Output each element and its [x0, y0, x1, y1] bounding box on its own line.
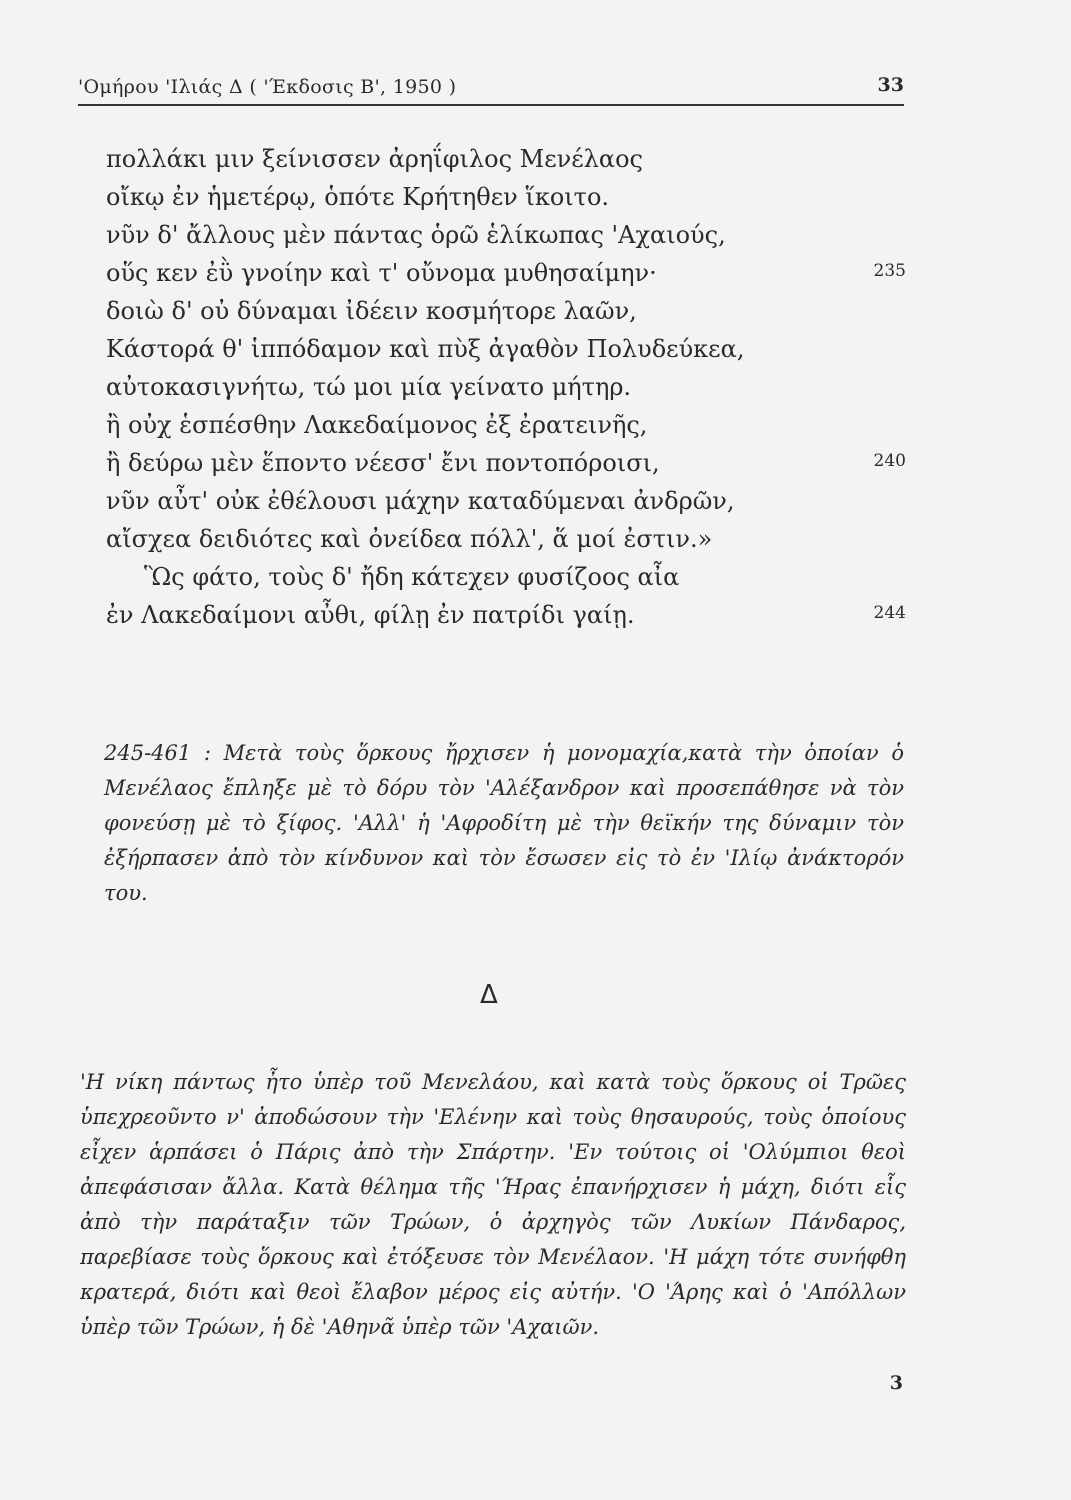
verse-text: Ὣς φάτο, τοὺς δ' ἤδη κάτεχεν φυσίζοος αἶα	[144, 563, 680, 591]
verse-line	[106, 254, 906, 292]
verse-text: δοιὼ δ' οὐ δύναμαι ἰδέειν κοσμήτορε λαῶν,	[106, 297, 637, 325]
verse-text: Κάστορά θ' ἱππόδαμον καὶ πὺξ ἀγαθὸν Πολυδεύκεα,	[106, 335, 745, 363]
verse-text: οὕς κεν ἐῢ γνοίην καὶ τ' οὔνομα μυθησαίμην·	[106, 259, 657, 287]
verse-text: πολλάκι μιν ξείνισσεν ἀρηΐφιλος Μενέλαος	[106, 145, 643, 173]
verse-number: 235	[873, 261, 906, 281]
running-header	[78, 74, 904, 104]
verse-text: ἐν Λακεδαίμονι αὖθι, φίλῃ ἐν πατρίδι γαίῃ.	[106, 601, 635, 629]
verse-text: νῦν αὖτ' οὐκ ἐθέλουσι μάχην καταδύμεναι ἀνδρῶν,	[106, 487, 735, 515]
header-title: 'Ομήρου 'Ιλιάς Δ ( 'Έκδοσις Β', 1950 )	[78, 76, 457, 98]
verse-number: 244	[873, 603, 906, 623]
verse-text: νῦν δ' ἄλλους μὲν πάντας ὁρῶ ἑλίκωπας 'Αχαιούς,	[106, 221, 726, 249]
verse-number: 240	[873, 451, 906, 471]
commentary-paragraph: 'Η νίκη πάντως ἦτο ὑπὲρ τοῦ Μενελάου, καὶ κατὰ τοὺς ὅρκους οἱ Τρῶες ὑπεχρεοῦντο ν' ἀποδώσουν τὴν 'Ελένην καὶ τοὺς θησαυρούς, τοὺς ὁποίους εἶχεν ἁρπάσει ὁ Πάρις ἀπὸ τὴν Σπάρτην. 'Εν τούτοις οἱ 'Ολύμπιοι θεοὶ ἀπεφάσισαν ἄλλα. Κατὰ θέλημα τῆς 'Ήρας ἐπανήρχισεν ἡ μάχη, διότι εἷς ἀπὸ τὴν παράταξιν τῶν Τρώων, ὁ ἀρχηγὸς τῶν Λυκίων Πάνδαρος, παρεβίασε τοὺς ὅρκους καὶ ἐτόξευσε τὸν Μενέλαον. 'Η μάχη τότε συνήφθη κρατερά, διότι καὶ θεοὶ ἔλαβον μέρος εἰς αὐτήν. 'Ο 'Άρης καὶ ὁ 'Απόλλων ὑπὲρ τῶν Τρώων, ἡ δὲ 'Αθηνᾶ ὑπὲρ τῶν 'Αχαιῶν.	[80, 1070, 906, 1339]
verse-line	[106, 444, 906, 482]
section-heading: Δ	[480, 980, 498, 1010]
verse-line	[106, 406, 906, 444]
verse-line	[106, 368, 906, 406]
summary-text: : Μετὰ τοὺς ὅρκους ἤρχισεν ἡ μονομαχία,κατὰ τὴν ὁποίαν ὁ Μενέλαος ἔπληξε μὲ τὸ δόρυ τὸν 'Αλέξανδρον καὶ προσεπάθησε νὰ τὸν φονεύσῃ μὲ τὸ ξίφος. 'Αλλ' ἡ 'Αφροδίτη μὲ τὴν θεϊκήν της δύναμιν τὸν ἐξήρπασεν ἀπὸ τὸν κίνδυνον καὶ τὸν ἔσωσεν εἰς τὸ ἐν 'Ιλίῳ ἀνάκτορόν του.	[104, 741, 904, 905]
verse-line	[106, 558, 906, 596]
summary-paragraph	[104, 736, 904, 911]
verse-line	[106, 482, 906, 520]
verse-line	[106, 292, 906, 330]
verse-line	[106, 330, 906, 368]
verse-text: οἴκῳ ἐν ἡμετέρῳ, ὁπότε Κρήτηθεν ἵκοιτο.	[106, 183, 610, 211]
verse-text: ἢ οὐχ ἑσπέσθην Λακεδαίμονος ἐξ ἐρατεινῆς,	[106, 411, 648, 439]
header-rule	[78, 104, 904, 106]
signature-mark: 3	[889, 1372, 903, 1394]
verse-text: ἢ δεύρω μὲν ἕποντο νέεσσ' ἔνι ποντοπόροισι,	[106, 449, 660, 477]
page-number: 33	[877, 74, 904, 96]
verse-line	[106, 520, 906, 558]
verse-line	[106, 216, 906, 254]
summary-line-range: 245-461	[104, 741, 192, 765]
verse-line	[106, 140, 906, 178]
verse-text: αὐτοκασιγνήτω, τώ μοι μία γείνατο μήτηρ.	[106, 373, 632, 401]
verse-line	[106, 178, 906, 216]
verse-block	[106, 140, 906, 634]
verse-line	[106, 596, 906, 634]
verse-text: αἴσχεα δειδιότες καὶ ὀνείδεα πόλλ', ἅ μοί ἐστιν.»	[106, 525, 713, 553]
